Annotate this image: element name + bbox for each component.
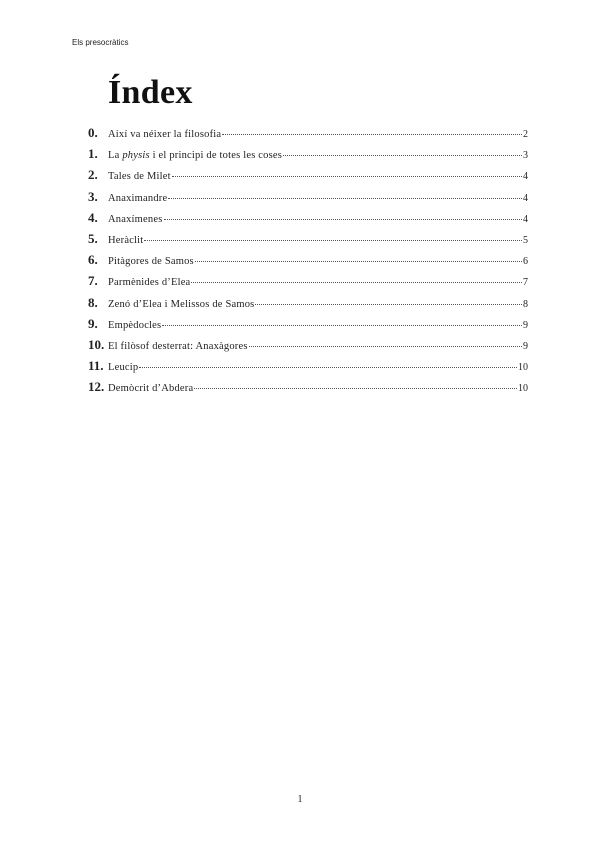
dot-leader (283, 155, 522, 156)
toc-number: 7. (88, 273, 98, 289)
toc-label: Pitàgores de Samos (108, 256, 194, 268)
toc-page: 5 (523, 234, 528, 246)
toc-page: 4 (523, 213, 528, 225)
dot-leader (195, 261, 522, 262)
toc-number: 8. (88, 294, 98, 310)
dot-leader (172, 176, 522, 177)
toc-entry-7[interactable] (88, 273, 528, 294)
toc-number: 6. (88, 252, 98, 268)
dot-leader (191, 282, 522, 283)
toc-label: Demòcrit d’Abdera (108, 383, 194, 395)
toc-page: 8 (523, 298, 528, 310)
dot-leader (164, 219, 523, 220)
dot-leader (144, 240, 522, 241)
toc-label: Així va néixer la filosofia (108, 129, 222, 140)
toc-page: 2 (523, 129, 528, 140)
toc-entry-8[interactable] (88, 295, 528, 316)
toc-entry-2[interactable] (88, 167, 528, 188)
toc-label: Leucip (108, 362, 139, 374)
toc-label-pre: La (108, 150, 123, 162)
toc-label: Anaxímenes (108, 213, 163, 225)
toc-label: El filòsof desterrat: Anaxàgores (108, 340, 248, 352)
toc-label: Parmènides d’Elea (108, 277, 191, 289)
toc-page: 9 (523, 319, 528, 331)
toc-label-italic: physis (122, 150, 150, 162)
toc-label-post: i el principi de totes les coses (149, 150, 283, 162)
dot-leader (255, 304, 522, 305)
dot-leader (222, 134, 522, 135)
toc-entry-12[interactable] (88, 379, 528, 400)
toc-page: 9 (523, 340, 528, 352)
toc-page: 7 (523, 277, 528, 289)
dot-leader (162, 325, 522, 326)
toc-number: 12. (88, 379, 105, 395)
toc-label: Zenó d’Elea i Melissos de Samos (108, 298, 255, 310)
toc-number: 9. (88, 315, 98, 331)
dot-leader (194, 388, 517, 389)
toc-number: 11. (88, 358, 104, 374)
toc-number: 5. (88, 230, 98, 246)
toc-page: 10 (518, 362, 528, 374)
toc-page: 3 (523, 150, 528, 162)
page-number: 1 (297, 794, 303, 805)
toc-label: Tales de Milet (108, 171, 171, 183)
toc-page: 10 (518, 383, 528, 395)
toc-page: 6 (523, 256, 528, 268)
page-title: Índex (108, 74, 193, 111)
toc-entry-4[interactable] (88, 210, 528, 231)
toc-page: 4 (523, 192, 528, 204)
toc-number: 4. (88, 209, 98, 225)
running-header: Els presocràtics (72, 38, 129, 47)
toc-number: 10. (88, 336, 105, 352)
toc-label: Heràclit (108, 234, 144, 246)
toc-page: 4 (523, 171, 528, 183)
toc-entry-9[interactable] (88, 316, 528, 337)
dot-leader (168, 198, 522, 199)
table-of-contents (88, 125, 528, 400)
toc-entry-6[interactable] (88, 252, 528, 273)
toc-label (108, 150, 282, 161)
toc-entry-1[interactable] (88, 146, 528, 167)
toc-label: Anaximandre (108, 192, 168, 204)
toc-entry-11[interactable] (88, 358, 528, 379)
dot-leader (139, 367, 517, 368)
toc-number: 3. (88, 188, 98, 204)
toc-entry-0[interactable] (88, 125, 528, 146)
toc-entry-10[interactable] (88, 337, 528, 358)
toc-number: 1. (88, 146, 98, 162)
dot-leader (249, 346, 522, 347)
toc-number: 0. (88, 125, 98, 140)
toc-label: Empèdocles (108, 319, 162, 331)
toc-entry-5[interactable] (88, 231, 528, 252)
toc-number: 2. (88, 167, 98, 183)
toc-entry-3[interactable] (88, 189, 528, 210)
